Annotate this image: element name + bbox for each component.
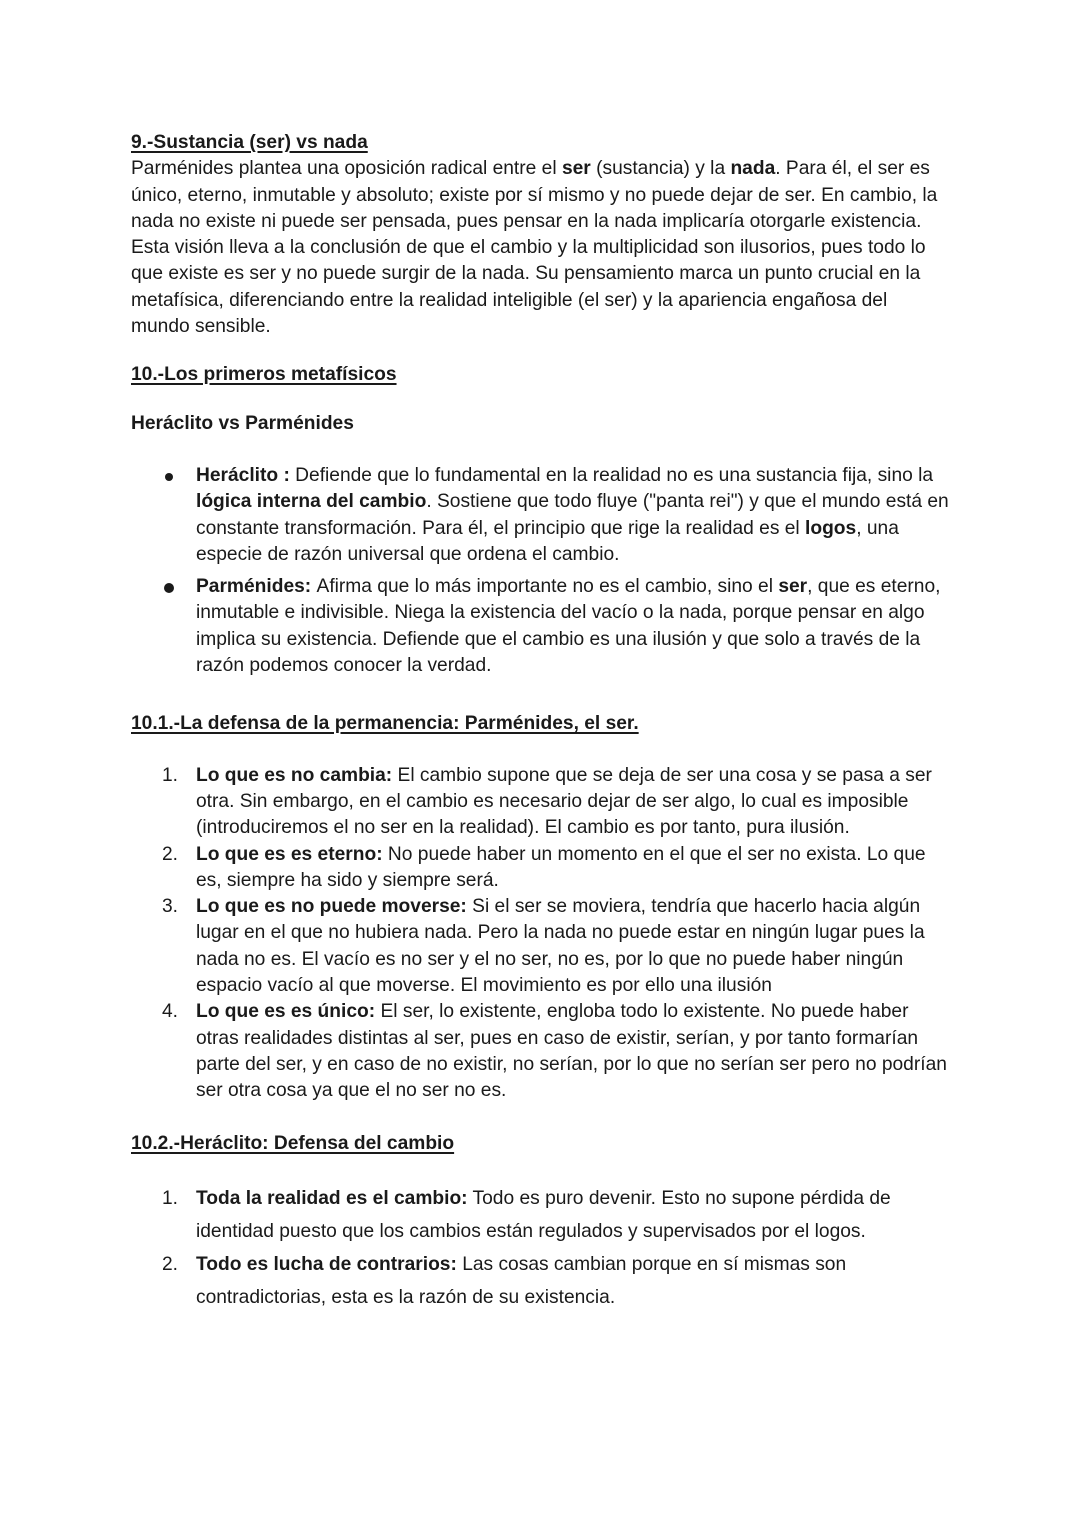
list-item: 1. Lo que es no cambia: El cambio supone que se deja de ser una cosa y se pasa a ser otra. Sin embargo, en el cambio es necesario dejar de ser algo, lo cual es imposible (introduciremos el no ser en la realidad). El cambio es por tanto, pura ilusión. [162, 764, 932, 839]
list-item: 2. Lo que es es eterno: No puede haber un momento en el que el ser no exista. Lo que es, siempre ha sido y siempre será. [162, 843, 926, 891]
bullet-icon [165, 473, 173, 481]
bullet-icon [164, 583, 174, 593]
list-item-heraclito: Heráclito : Defiende que lo fundamental en la realidad no es una sustancia fija, sino la lógica interna del cambio. Sostiene que todo fluye ("panta rei") y que el mundo está en constante transformación. Para él, el principio que rige la realidad es el logos, una especie de razón universal que ordena el cambio. [131, 463, 951, 568]
list-item: 3. Lo que es no puede moverse: Si el ser se moviera, tendría que hacerlo hacia algún lugar en el que no hubiera nada. Pero la nada no puede estar en ningún lugar pues la nada no es. El vacío es no ser y el no ser, no es, por lo que no puede haber ningún espacio vacío al que moverse. El movimiento es por ello una ilusión [162, 896, 925, 997]
section-10-subheading: Heráclito vs Parménides [131, 412, 354, 434]
document-page [131, 130, 951, 1314]
parmenides-list [131, 763, 951, 1105]
list-item: 2. Todo es lucha de contrarios: Las cosas cambian porque en sí mismas son contradictorias, esta es la razón de su existencia. [162, 1253, 847, 1308]
comparison-list [131, 463, 951, 679]
section-10-1-heading: 10.1.-La defensa de la permanencia: Parménides, el ser. [131, 713, 639, 735]
section-9-paragraph: Parménides plantea una oposición radical entre el ser (sustancia) y la nada. Para él, el ser es único, eterno, inmutable y absoluto; existe por sí mismo y no puede dejar de ser. En cambio, la nada no existe ni puede ser pensada, pues pensar en la nada implicaría otorgarle existencia. Esta visión lleva a la conclusión de que el cambio y la multiplicidad son ilusorios, pues todo lo que existe es ser y no puede surgir de la nada. Su pensamiento marca un punto crucial en la metafísica, diferenciando entre la realidad inteligible (el ser) y la apariencia engañosa del mundo sensible. [131, 158, 938, 338]
heraclito-list [131, 1182, 951, 1314]
section-9-heading: 9.-Sustancia (ser) vs nada [131, 132, 368, 153]
section-10-2-heading: 10.2.-Heráclito: Defensa del cambio [131, 1132, 455, 1154]
section-10-heading: 10.-Los primeros metafísicos [131, 364, 397, 386]
list-item: 4. Lo que es es único: El ser, lo existente, engloba todo lo existente. No puede haber otras realidades distintas al ser, pues en caso de existir, serían, y por tanto formarían parte del ser, y en caso de no existir, no serían, por lo que no serían ser pero no podrían ser otra cosa ya que el no ser no es. [162, 1001, 947, 1102]
list-item-parmenides: Parménides: Afirma que lo más importante no es el cambio, sino el ser, que es eterno, inmutable e indivisible. Niega la existencia del vacío o la nada, porque pensar en algo implica su existencia. Defiende que el cambio es una ilusión y que solo a través de la razón podemos conocer la verdad. [131, 574, 951, 679]
list-item: 1. Toda la realidad es el cambio: Todo es puro devenir. Esto no supone pérdida de identidad puesto que los cambios están regulados y supervisados por el logos. [162, 1187, 891, 1242]
